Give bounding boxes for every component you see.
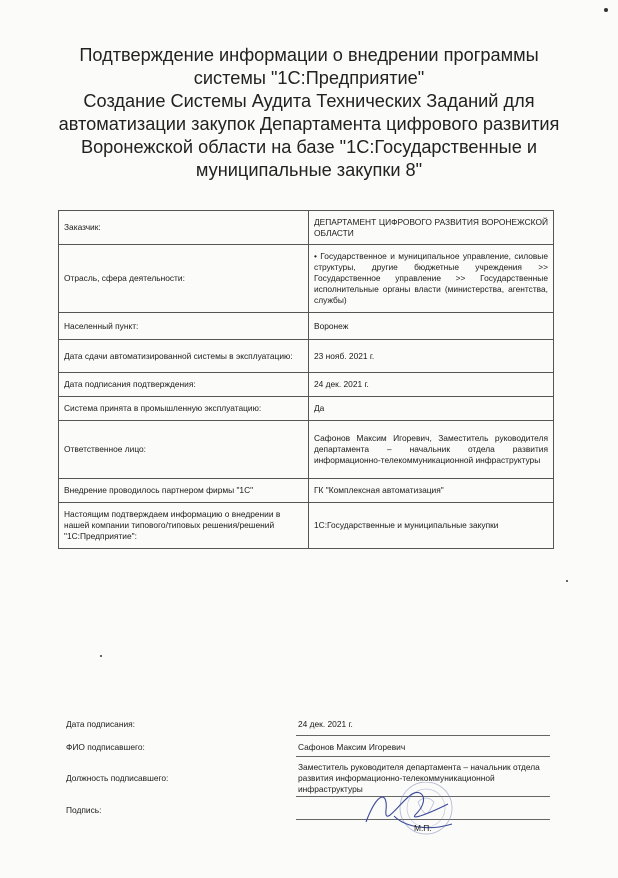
table-row <box>59 421 554 479</box>
signer-name-label: ФИО подписавшего: <box>66 742 145 752</box>
underline <box>296 735 550 736</box>
row-label: Настоящим подтверждаем информацию о внедрении в нашей компании типового/типовых решения/решений "1С:Предприятие": <box>59 503 309 549</box>
signer-name-row <box>66 742 556 764</box>
table-row <box>59 503 554 549</box>
signature-row <box>66 805 556 825</box>
title-line: Создание Системы Аудита Технических Заданий для <box>83 91 535 111</box>
table-row <box>59 313 554 340</box>
row-label: Отрасль, сфера деятельности: <box>59 245 309 313</box>
row-value: ДЕПАРТАМЕНТ ЦИФРОВОГО РАЗВИТИЯ ВОРОНЕЖСКОЙ ОБЛАСТИ <box>309 211 554 245</box>
signer-position-label: Должность подписавшего: <box>66 773 169 783</box>
row-label: Система принята в промышленную эксплуатацию: <box>59 397 309 421</box>
table-row <box>59 340 554 373</box>
signature-label: Подпись: <box>66 805 102 815</box>
row-label: Населенный пункт: <box>59 313 309 340</box>
title-line: Воронежской области на базе "1С:Государственные и <box>80 137 538 157</box>
row-value: ГК "Комплексная автоматизация" <box>309 479 554 503</box>
underline <box>296 756 550 757</box>
stamp-place-label: М.П. <box>414 823 432 833</box>
row-label: Ответственное лицо: <box>59 421 309 479</box>
row-value: 24 дек. 2021 г. <box>309 373 554 397</box>
title-line: муниципальные закупки 8" <box>195 160 423 180</box>
row-value: 1С:Государственные и муниципальные закупки <box>309 503 554 549</box>
signature-date-value: 24 дек. 2021 г. <box>298 719 353 729</box>
row-label: Заказчик: <box>59 211 309 245</box>
title-line: Подтверждение информации о внедрении программы <box>79 45 539 65</box>
row-value: • Государственное и муниципальное управление, силовые структуры, другие бюджетные учреждения >> Государственное управление >> Государственные исполнительные органы власти (министерства, агентства, службы) <box>309 245 554 313</box>
table-row <box>59 211 554 245</box>
row-label: Дата сдачи автоматизированной системы в эксплуатацию: <box>59 340 309 373</box>
table-row <box>59 373 554 397</box>
table-row <box>59 479 554 503</box>
row-value: Да <box>309 397 554 421</box>
info-table <box>58 210 554 549</box>
signature-date-row <box>66 719 556 741</box>
signature-stamp-image <box>356 782 466 842</box>
signer-position-row <box>66 762 556 798</box>
row-value: Воронеж <box>309 313 554 340</box>
scan-speck <box>100 655 102 657</box>
signer-position-value: Заместитель руководителя департамента – начальник отдела развития информационно-телекоммуникационной инфраструктуры <box>298 762 540 794</box>
table-row <box>59 397 554 421</box>
row-label: Дата подписания подтверждения: <box>59 373 309 397</box>
document-title <box>40 44 578 182</box>
scan-speck <box>604 8 608 12</box>
row-value: 23 нояб. 2021 г. <box>309 340 554 373</box>
row-label: Внедрение проводилось партнером фирмы "1С" <box>59 479 309 503</box>
table-row <box>59 245 554 313</box>
signer-name-value: Сафонов Максим Игоревич <box>298 742 406 752</box>
row-value: Сафонов Максим Игоревич, Заместитель руководителя департамента – начальник отдела развития информационно-телекоммуникационной инфраструктуры <box>309 421 554 479</box>
title-line: автоматизации закупок Департамента цифрового развития <box>58 114 560 134</box>
scan-speck <box>566 580 568 582</box>
signature-date-label: Дата подписания: <box>66 719 135 729</box>
title-line: системы "1С:Предприятие" <box>193 68 425 88</box>
